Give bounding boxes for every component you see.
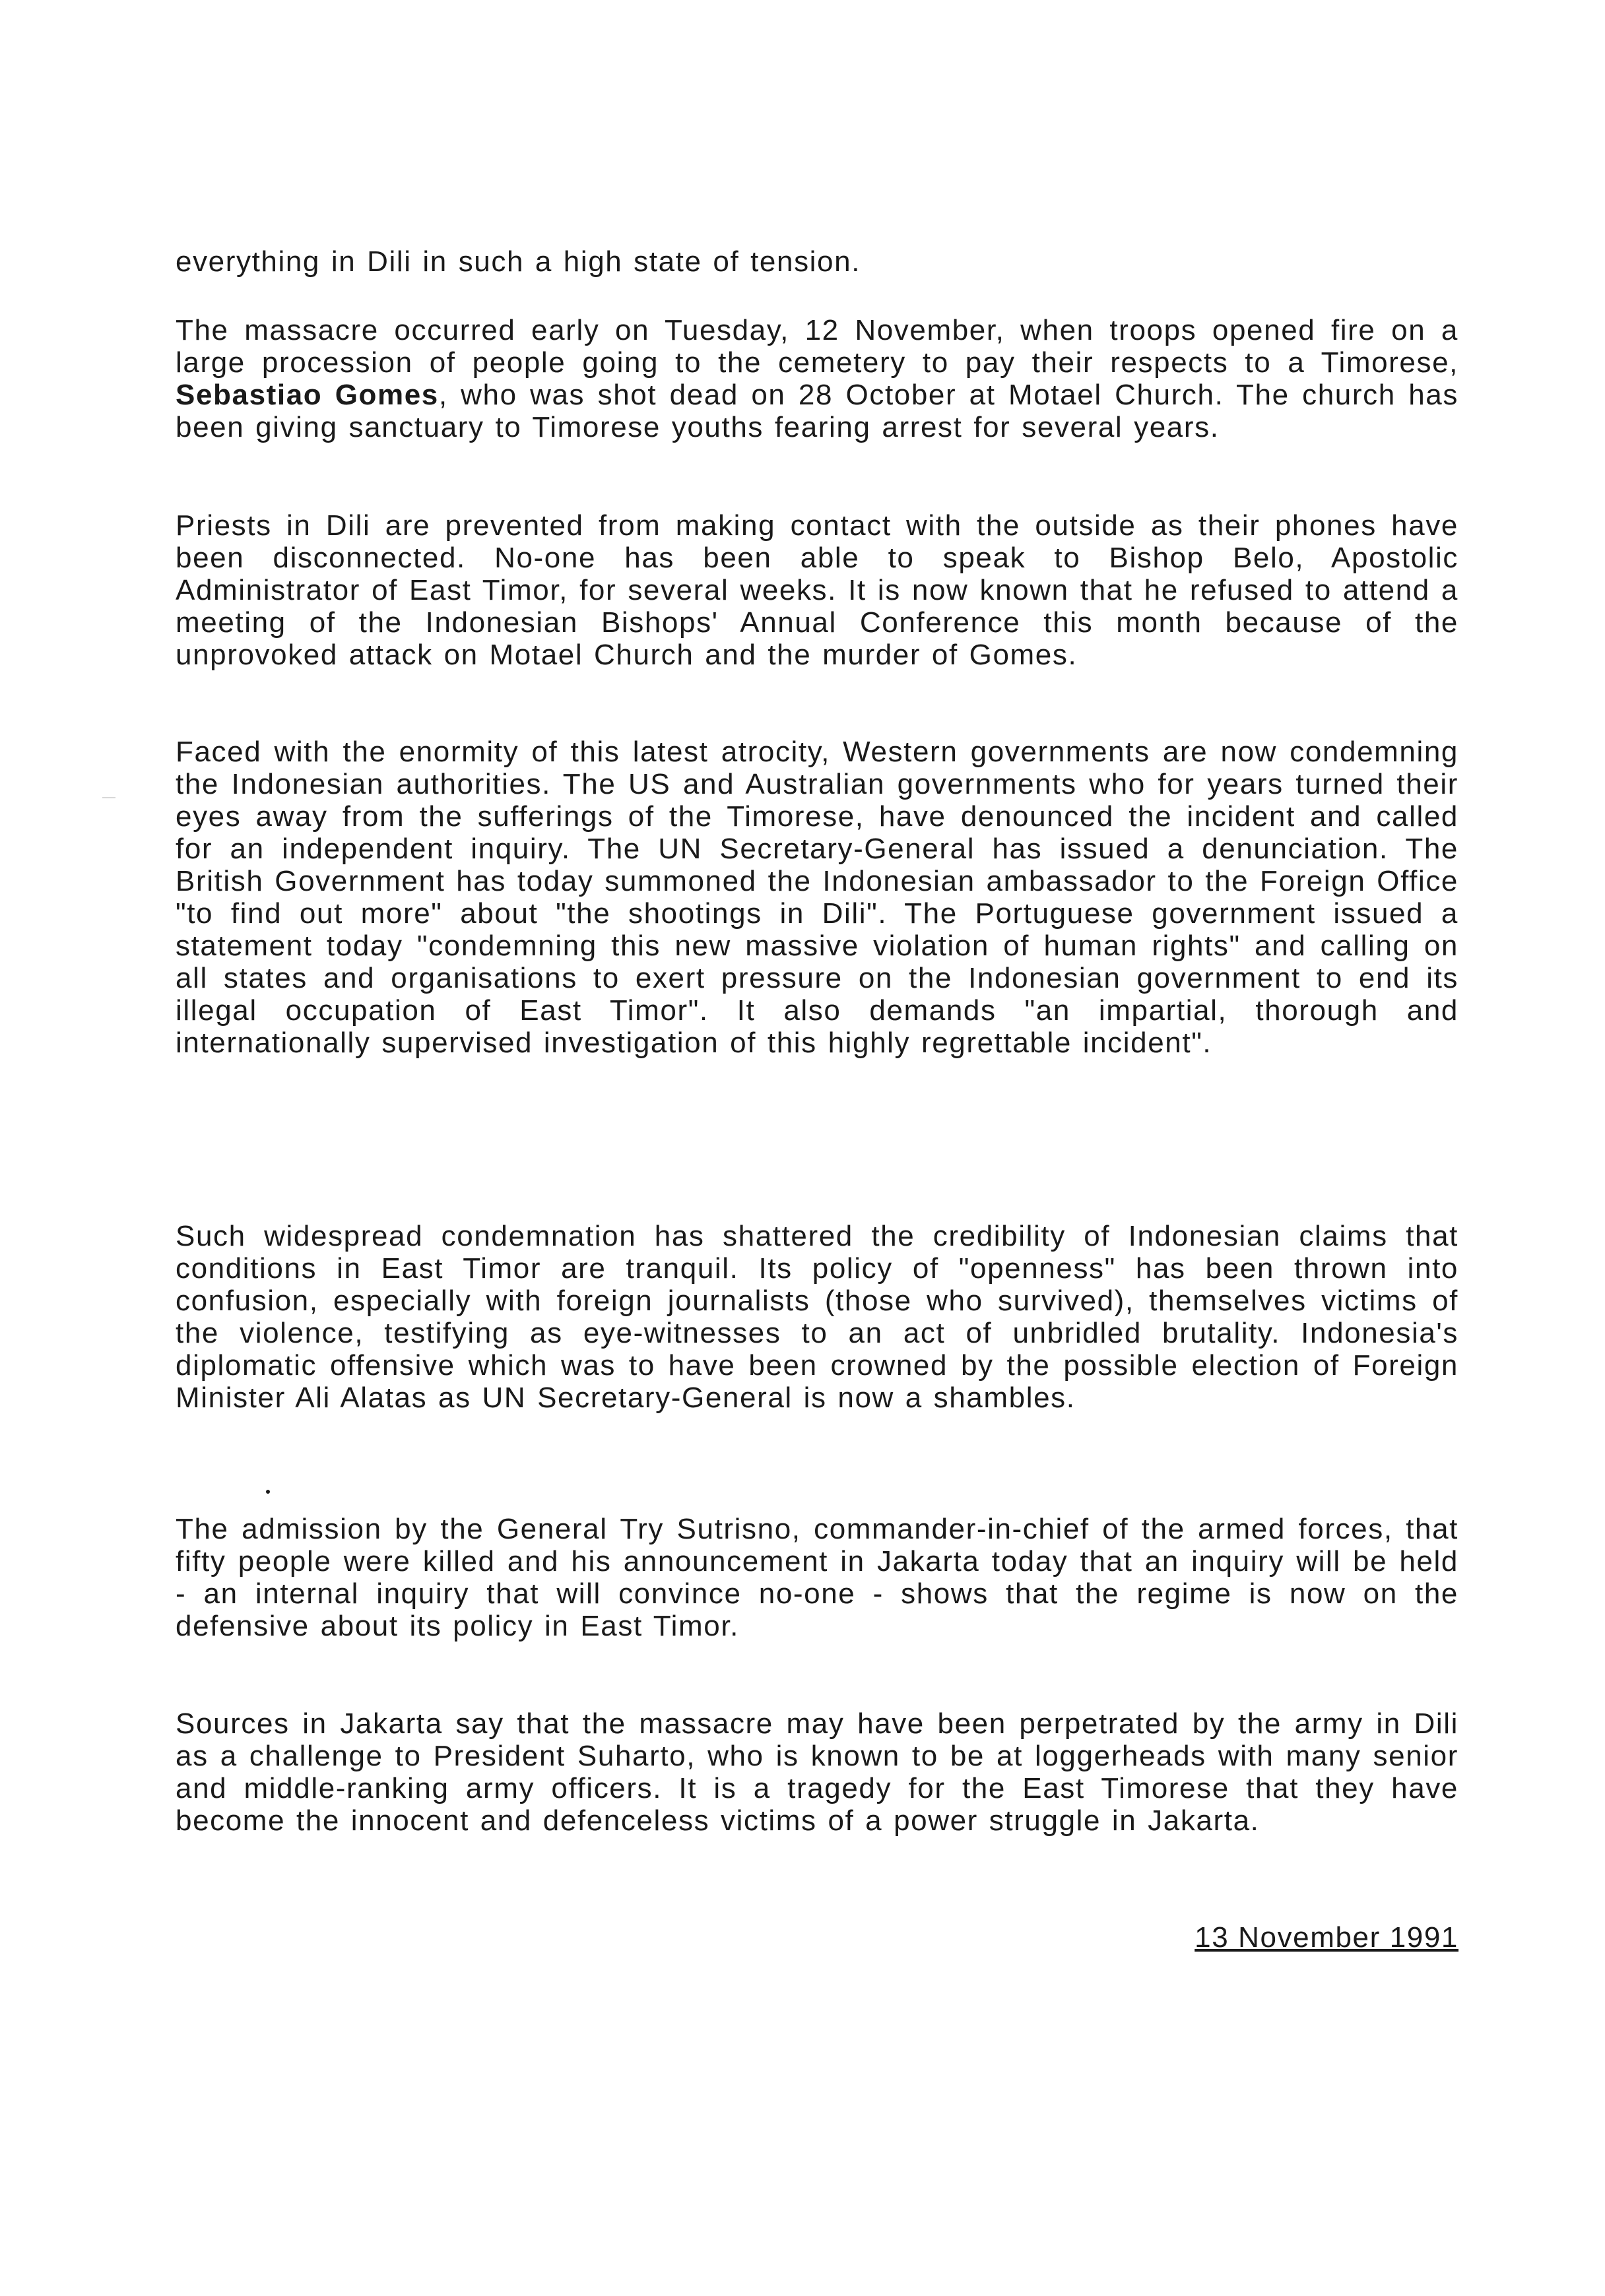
scan-speck xyxy=(266,1490,270,1494)
paragraph-western-governments: Faced with the enormity of this latest atrocity, Western governments are now condemning the Indonesian authorities. The US and Australian governments who for years turned their eyes away from the sufferings of the Timorese, have denounced the incident and called for an independent inquiry. The UN Secretary-General has issued a denunciation. The British Government has today summoned the Indonesian ambassador to the Foreign Office "to find out more" about "the shootings in Dili". The Portuguese government issued a statement today "condemning this new massive violation of human rights" and calling on all states and organisations to exert pressure on the Indonesian government to end its illegal occupation of East Timor". It also demands "an impartial, thorough and internationally supervised investigation of this highly regrettable incident". xyxy=(176,736,1458,1059)
paragraph-massacre-text-b: , who was shot dead on 28 October at Motael Church. The church has been giving sanctuary to Timorese youths fearing arrest for several years. xyxy=(176,379,1458,443)
victim-name: Sebastiao Gomes xyxy=(176,379,439,411)
scan-margin-mark xyxy=(102,797,115,798)
paragraph-sources: Sources in Jakarta say that the massacre may have been perpetrated by the army in Dili as a challenge to President Suharto, who is known to be at loggerheads with many senior and middle-ranking army officers. It is a tragedy for the East Timorese that they have become the innocent and defenceless victims of a power struggle in Jakarta. xyxy=(176,1707,1458,1837)
opening-line: everything in Dili in such a high state of tension. xyxy=(176,245,861,278)
paragraph-massacre-text-a: The massacre occurred early on Tuesday, 12 November, when troops opened fire on a large procession of people going to the cemetery to pay their respects to a Timorese, xyxy=(176,314,1458,379)
paragraph-massacre xyxy=(176,314,1458,443)
document-date: 13 November 1991 xyxy=(1195,1921,1458,1954)
paragraph-condemnation: Such widespread condemnation has shattered the credibility of Indonesian claims that conditions in East Timor are tranquil. Its policy of "openness" has been thrown into confusion, especially with foreign journalists (those who survived), themselves victims of the violence, testifying as eye-witnesses to an act of unbridled brutality. Indonesia's diplomatic offensive which was to have been crowned by the possible election of Foreign Minister Ali Alatas as UN Secretary-General is now a shambles. xyxy=(176,1220,1458,1414)
paragraph-admission: The admission by the General Try Sutrisno, commander-in-chief of the armed forces, that fifty people were killed and his announcement in Jakarta today that an inquiry will be held - an internal inquiry that will convince no-one - shows that the regime is now on the defensive about its policy in East Timor. xyxy=(176,1513,1458,1642)
paragraph-priests: Priests in Dili are prevented from making contact with the outside as their phones have been disconnected. No-one has been able to speak to Bishop Belo, Apostolic Administrator of East Timor, for several weeks. It is now known that he refused to attend a meeting of the Indonesian Bishops' Annual Conference this month because of the unprovoked attack on Motael Church and the murder of Gomes. xyxy=(176,509,1458,671)
